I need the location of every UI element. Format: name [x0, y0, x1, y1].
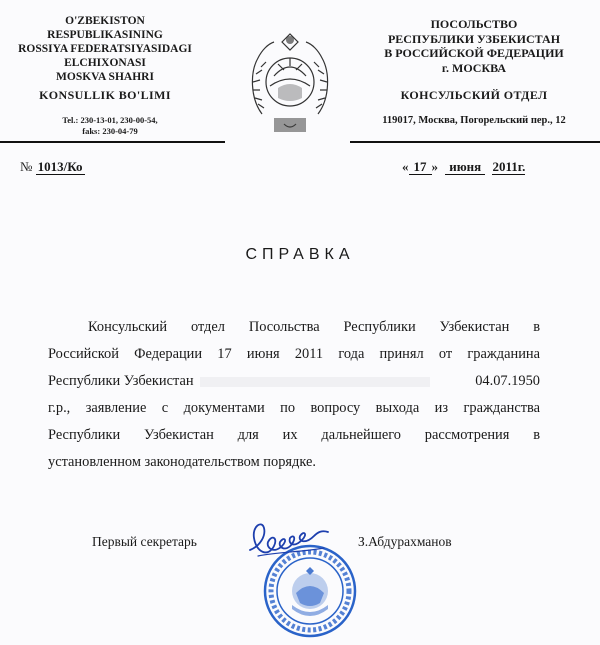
- header-right: [356, 17, 592, 75]
- reference-value: 1013/Ко: [37, 159, 83, 174]
- reference-number: [20, 159, 85, 175]
- body-line: г.р., заявление с документами по вопросу выхода из гражданства: [48, 400, 540, 416]
- header-right-department: КОНСУЛЬСКИЙ ОТДЕЛ: [400, 88, 548, 102]
- contact-line: faks: 230-04-79: [82, 126, 138, 136]
- date-day: 17: [409, 159, 432, 175]
- header-left-line: MOSKVA SHAHRI: [56, 71, 154, 83]
- signatory-name: З.Абдурахманов: [358, 534, 452, 549]
- body-line: Российской Федерации 17 июня 2011 года принял от гражданина: [48, 346, 540, 362]
- header-left: [10, 14, 200, 84]
- header-right-line: г. МОСКВА: [441, 60, 507, 75]
- body-line: Республики Узбекистан для их дальнейшего рассмотрения в: [48, 427, 540, 443]
- header-right-address: 119017, Москва, Погорельский пер., 12: [382, 115, 566, 126]
- date-quote-open: «: [402, 159, 409, 174]
- body-text: Республики Узбекистан: [48, 373, 194, 389]
- redacted-name: [200, 377, 430, 387]
- handwritten-signature-icon: [244, 512, 334, 568]
- header-right-line: ПОСОЛЬСТВО: [430, 17, 518, 31]
- body-line-with-redaction: [48, 372, 540, 390]
- header-left-line: O'ZBEKISTON RESPUBLIKASINING: [47, 15, 163, 41]
- document-title: СПРАВКА: [245, 246, 355, 263]
- header-left-line: ELCHIXONASI: [64, 57, 146, 69]
- birth-date: 04.07.1950: [475, 373, 540, 389]
- header-left-department: KONSULLIK BO'LIMI: [39, 88, 171, 102]
- body-line: Консульский отдел Посольства Республики Узбекистан в: [88, 319, 540, 335]
- document-date: [402, 159, 525, 175]
- date-month: июня: [445, 159, 485, 175]
- header-left-line: ROSSIYA FEDERATSIYASIDAGI: [18, 43, 192, 55]
- signatory-position: Первый секретарь: [92, 534, 197, 549]
- header-right-rule: [350, 141, 600, 143]
- header-right-line: РЕСПУБЛИКИ УЗБЕКИСТАН: [387, 31, 561, 46]
- date-quote-close: »: [431, 159, 438, 174]
- body-line: установленном законодательством порядке.: [48, 454, 316, 470]
- reference-prefix: №: [20, 159, 33, 174]
- date-year: 2011г.: [492, 159, 526, 174]
- header-right-line: В РОССИЙСКОЙ ФЕДЕРАЦИИ: [384, 46, 564, 60]
- header-left-rule: [0, 141, 225, 143]
- state-emblem-icon: [244, 28, 336, 140]
- contact-line: Tel.: 230-13-01, 230-00-54,: [62, 115, 158, 125]
- header-left-contacts: [10, 115, 210, 137]
